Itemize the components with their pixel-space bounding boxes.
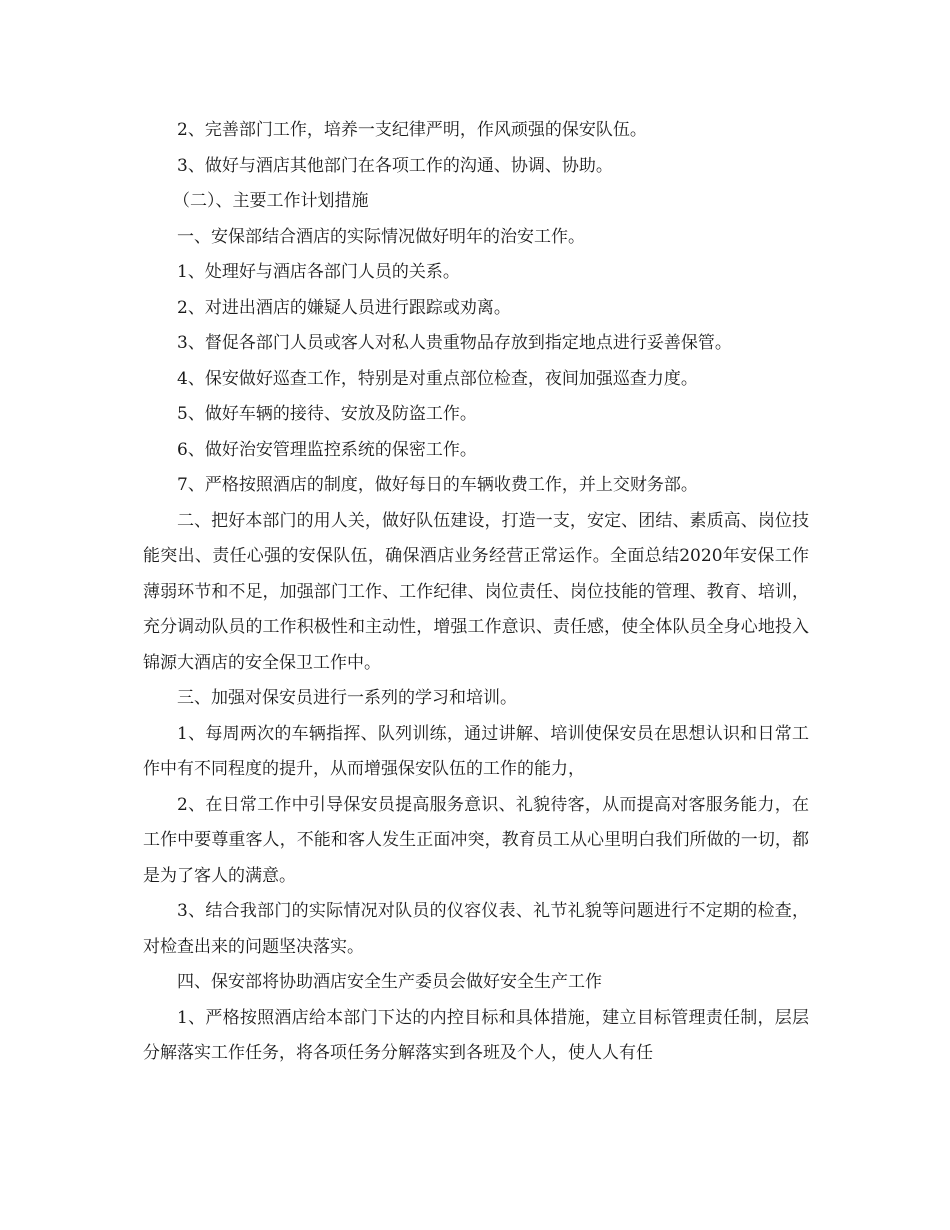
paragraph: 3、结合我部门的实际情况对队员的仪容仪表、礼节礼貌等问题进行不定期的检查，对检查出来的问题坚决落实。 [143,901,809,957]
paragraph: 四、保安部将协助酒店安全生产委员会做好安全生产工作 [177,972,602,992]
paragraph: 6、做好治安管理监控系统的保密工作。 [177,439,477,460]
paragraph: 7、严格按照酒店的制度，做好每日的车辆收费工作，并上交财务部。 [177,475,698,495]
paragraph: 1、严格按照酒店给本部门下达的内控目标和具体措施，建立目标管理责任制，层层分解落实工作任务，将各项任务分解落实到各班及个人，使人人有任 [143,1007,809,1063]
paragraph: 4、保安做好巡查工作，特别是对重点部位检查，夜间加强巡查力度。 [177,368,698,389]
paragraph: 3、督促各部门人员或客人对私人贵重物品存放到指定地点进行妥善保管。 [177,333,732,353]
paragraph: 2、完善部门工作，培养一支纪律严明，作风顽强的保安队伍。 [177,120,647,140]
paragraph: 1、处理好与酒店各部门人员的关系。 [177,262,460,282]
document-body [143,113,809,1072]
paragraph: 一、安保部结合酒店的实际情况做好明年的治安工作。 [177,226,585,247]
section-heading: （二）、主要工作计划措施 [173,191,369,211]
paragraph: 2、对进出酒店的嫌疑人员进行跟踪或劝离。 [177,297,511,318]
paragraph: 1、每周两次的车辆指挥、队列训练，通过讲解、培训使保安员在思想认识和日常工作中有不同程度的提升，从而增强保安队伍的工作的能力， [143,723,809,779]
paragraph: 2、在日常工作中引导保安员提高服务意识、礼貌待客，从而提高对客服务能力，在工作中要尊重客人，不能和客人发生正面冲突，教育员工从心里明白我们所做的一切，都是为了客人的满意。 [143,794,809,886]
paragraph: 三、加强对保安员进行一系列的学习和培训。 [177,688,517,708]
paragraph: 二、把好本部门的用人关，做好队伍建设，打造一支，安定、团结、素质高、岗位技能突出、责任心强的安保队伍，确保酒店业务经营正常运作。全面总结2020年安保工作薄弱环节和不足，加强部门工作、工作纪律、岗位责任、岗位技能的管理、教育、培训，充分调动队员的工作积极性和主动性，增强工作意识、责任感，使全体队员全身心地投入锦源大酒店的安全保卫工作中。 [143,510,809,673]
paragraph: 3、做好与酒店其他部门在各项工作的沟通、协调、协助。 [177,155,613,176]
paragraph: 5、做好车辆的接待、安放及防盗工作。 [177,404,477,424]
